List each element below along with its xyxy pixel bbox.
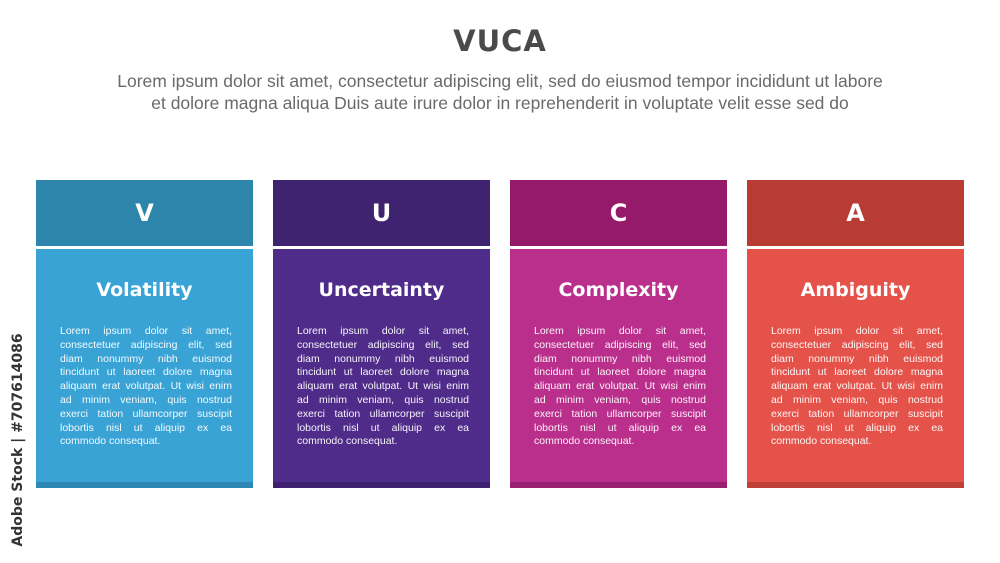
card-uncertainty <box>273 180 490 488</box>
card-base <box>273 482 490 488</box>
card-letter: A <box>846 199 865 227</box>
card-letter: C <box>609 199 628 227</box>
card-description: Lorem ipsum dolor sit amet, consectetuer adipiscing elit, sed diam nonummy nibh euismod tincidunt ut laoreet dolore magna aliquam erat volutpat. Ut wisi enim ad minim veniam, quis nostrud exerci tation ullamcorper suscipit lobortis nisl ut aliquip ex ea commodo consequat. <box>534 325 706 448</box>
card-base <box>36 482 253 488</box>
page-subtitle <box>40 70 960 114</box>
subtitle-line-1: Lorem ipsum dolor sit amet, consectetur adipiscing elit, sed do eiusmod tempor incididunt ut labore <box>117 71 883 91</box>
card-volatility <box>36 180 253 488</box>
card-description: Lorem ipsum dolor sit amet, consectetuer adipiscing elit, sed diam nonummy nibh euismod tincidunt ut laoreet dolore magna aliquam erat volutpat. Ut wisi enim ad minim veniam, quis nostrud exerci tation ullamcorper suscipit lobortis nisl ut aliquip ex ea commodo consequat. <box>297 325 469 448</box>
card-header-c <box>510 180 727 246</box>
card-base <box>747 482 964 488</box>
card-body-uncertainty <box>273 249 490 482</box>
subtitle-line-2: et dolore magna aliqua Duis aute irure dolor in reprehenderit in voluptate velit esse sed do <box>151 93 849 113</box>
card-body-complexity <box>510 249 727 482</box>
card-header-u <box>273 180 490 246</box>
card-name: Complexity <box>558 279 679 301</box>
card-name: Uncertainty <box>318 279 445 301</box>
card-header-v <box>36 180 253 246</box>
page-title: VUCA <box>453 24 547 58</box>
card-name: Ambiguity <box>800 279 911 301</box>
card-description: Lorem ipsum dolor sit amet, consectetuer adipiscing elit, sed diam nonummy nibh euismod tincidunt ut laoreet dolore magna aliquam erat volutpat. Ut wisi enim ad minim veniam, quis nostrud exerci tation ullamcorper suscipit lobortis nisl ut aliquip ex ea commodo consequat. <box>771 325 943 448</box>
card-ambiguity <box>747 180 964 488</box>
card-body-volatility <box>36 249 253 482</box>
card-header-a <box>747 180 964 246</box>
card-name: Volatility <box>96 279 193 301</box>
card-letter: V <box>135 199 154 227</box>
card-complexity <box>510 180 727 488</box>
stock-watermark <box>8 325 28 555</box>
card-body-ambiguity <box>747 249 964 482</box>
card-description: Lorem ipsum dolor sit amet, consectetuer adipiscing elit, sed diam nonummy nibh euismod tincidunt ut laoreet dolore magna aliquam erat volutpat. Ut wisi enim ad minim veniam, quis nostrud exerci tation ullamcorper suscipit lobortis nisl ut aliquip ex ea commodo consequat. <box>60 325 232 448</box>
card-base <box>510 482 727 488</box>
vuca-cards <box>36 180 966 488</box>
card-letter: U <box>371 199 392 227</box>
watermark-text: Adobe Stock | #707614086 <box>10 333 26 547</box>
